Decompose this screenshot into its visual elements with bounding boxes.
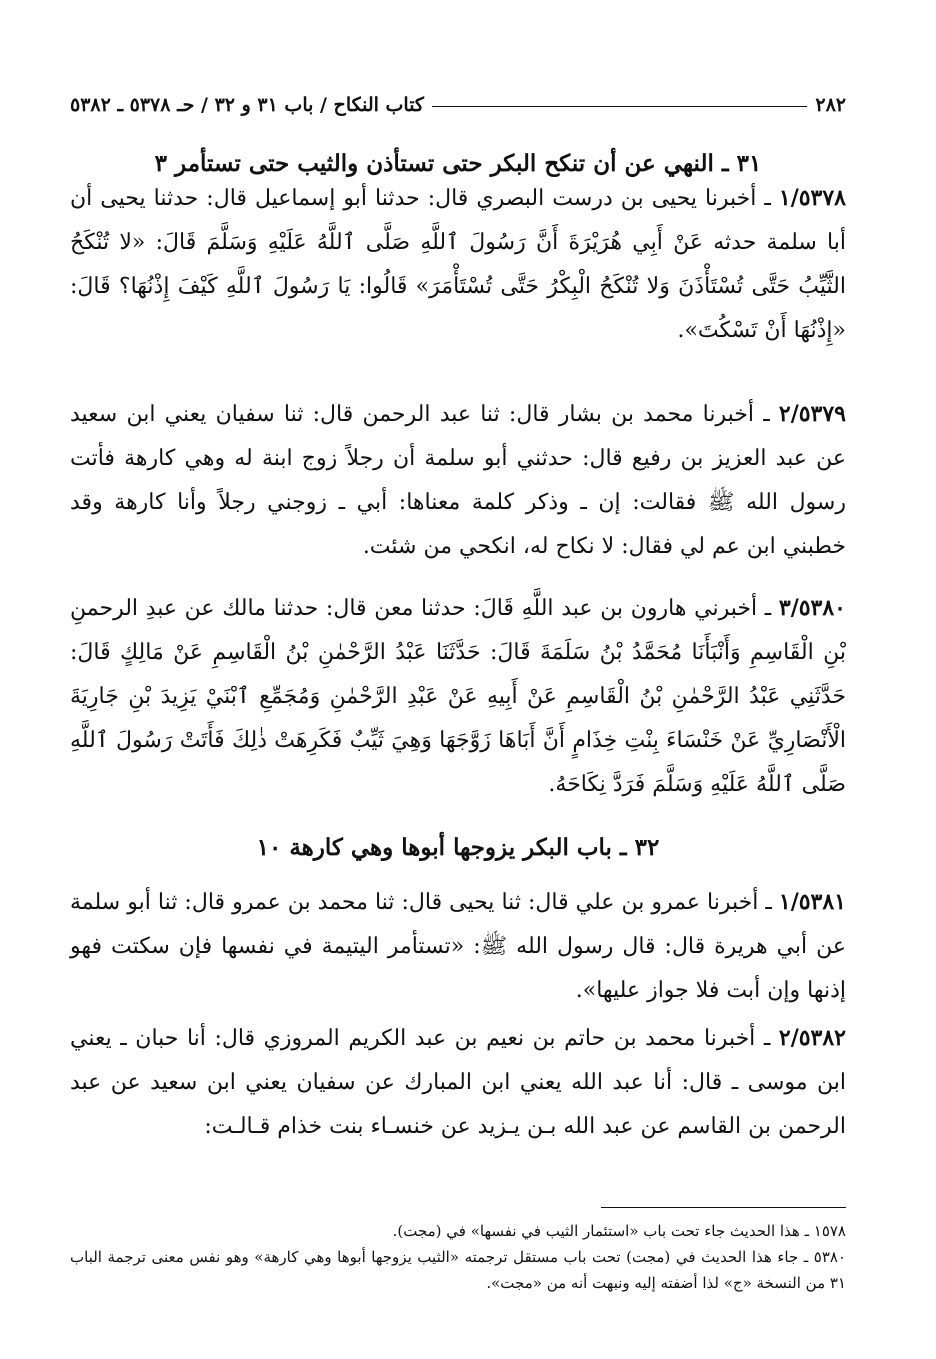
header-rule	[432, 106, 807, 107]
hadith-text: ـ أخبرنا محمد بن حاتم بن نعيم بن عبد الكريم المروزي قال: أنا حبان ـ يعني ابن موسى ـ قال: أنا عبد الله يعني ابن المبارك عن سفيان يعني ابن سعيد عن عبد الرحمن بن القاسم عن عبد الله بـن يـزيد عن خنسـاء بنت خذام قـالـت:	[70, 1026, 846, 1139]
hadith-number: ١/٥٣٧٨	[778, 185, 846, 211]
page-header	[70, 82, 846, 116]
hadith-text: ـ أخبرنا عمرو بن علي قال: ثنا يحيى قال: ثنا محمد بن عمرو قال: ثنا أبو سلمة عن أبي هريرة قال: قال رسول الله ﷺ: «تستأمر اليتيمة في نفسها فإن سكتت فهو إذنها وإن أبت فلا جواز عليها».	[70, 890, 846, 1003]
hadith-5380	[70, 586, 846, 807]
book-page	[70, 0, 846, 1359]
chapter-title: ٣١ ـ النهي عن أن تنكح البكر حتى تستأذن والثيب حتى تستأمر ٣	[154, 150, 762, 177]
hadith-5381	[70, 880, 846, 1013]
chapter-title: ٣٢ ـ باب البكر يزوجها أبوها وهي كارهة ١٠	[256, 834, 660, 861]
footnote: ١٥٧٨ ـ هذا الحديث جاء تحت باب «استئمار الثيب في نفسها» في (مجت).	[392, 1222, 846, 1240]
hadith-number: ٣/٥٣٨٠	[778, 595, 846, 621]
hadith-text: ـ أخبرنا يحيى بن درست البصري قال: حدثنا أبو إسماعيل قال: حدثنا يحيى أن أبا سلمة حدثه عَنْ أَبِي هُرَيْرَةَ أَنَّ رَسُولَ ٱللَّهِ صَلَّى ٱللَّهُ عَلَيْهِ وَسَلَّمَ قَالَ: «لا تُنْكَحُ الثَّيِّبُ حَتَّى تُسْتَأْذَنَ وَلا تُنْكَحُ الْبِكْرُ حَتَّى تُسْتَأْمَرَ» قَالُوا: يَا رَسُولَ ٱللَّهِ كَيْفَ إِذْنُهَا؟ قَالَ: «إِذْنُهَا أَنْ تَسْكُتَ».	[70, 186, 846, 343]
hadith-5378	[70, 176, 846, 353]
page-number: ٢٨٢	[815, 94, 846, 116]
hadith-text: ـ أخبرني هارون بن عبد اللَّهِ قَالَ: حدثنا معن قال: حدثنا مالك عن عبدِ الرحمنِ بْنِ الْقَاسِمِ وَأَنْبَأَنَا مُحَمَّدُ بْنُ سَلَمَةَ قَالَ: حَدَّثَنَا عَبْدُ الرَّحْمٰنِ بْنُ الْقَاسِمِ عَنْ مَالِكٍ قَالَ: حَدَّثَنِي عَبْدُ الرَّحْمٰنِ بْنُ الْقَاسِمِ عَنْ أَبِيهِ عَنْ عَبْدِ الرَّحْمٰنِ وَمُجَمِّعِ ٱبْنَيْ يَزِيدَ بْنِ جَارِيَةَ الْأَنْصَارِيِّ عَنْ خَنْسَاءَ بِنْتِ خِذَامٍ أَنَّ أَبَاهَا زَوَّجَهَا وَهِيَ ثَيِّبٌ فَكَرِهَتْ ذٰلِكَ فَأَتَتْ رَسُولَ ٱللَّهِ صَلَّى ٱللَّهُ عَلَيْهِ وَسَلَّمَ فَرَدَّ نِكَاحَهُ.	[70, 596, 846, 797]
footnotes	[70, 1218, 846, 1296]
hadith-number: ١/٥٣٨١	[778, 889, 846, 915]
hadith-number: ٢/٥٣٨٢	[778, 1025, 846, 1051]
chapter-32	[70, 830, 846, 866]
hadith-5379	[70, 392, 846, 569]
hadith-5382	[70, 1016, 846, 1149]
hadith-number: ٢/٥٣٧٩	[778, 401, 846, 427]
hadith-text: ـ أخبرنا محمد بن بشار قال: ثنا عبد الرحمن قال: ثنا سفيان يعني ابن سعيد عن عبد العزيز بن رفيع قال: حدثني أبو سلمة أن رجلاً زوج ابنة له وهي كارهة فأتت رسول الله ﷺ فقالت: إن ـ وذكر كلمة معناها: أبي ـ زوجني رجلاً وأنا كارهة وقد خطبني ابن عم لي فقال: لا نكاح له، انكحي من شئت.	[70, 402, 846, 559]
footnote-separator	[601, 1207, 846, 1208]
running-title: كتاب النكاح / باب ٣١ و ٣٢ / حـ ٥٣٧٨ ـ ٥٣٨٢	[70, 94, 424, 116]
footnote: ٥٣٨٠ ـ جاء هذا الحديث في (مجت) تحت باب مستقل ترجمته «الثيب يزوجها أبوها وهي كارهة» وهو نفس معنى ترجمة الباب ٣١ من النسخة «ج» لذا أضفته إليه ونبهت أنه من «مجت».	[70, 1248, 846, 1292]
